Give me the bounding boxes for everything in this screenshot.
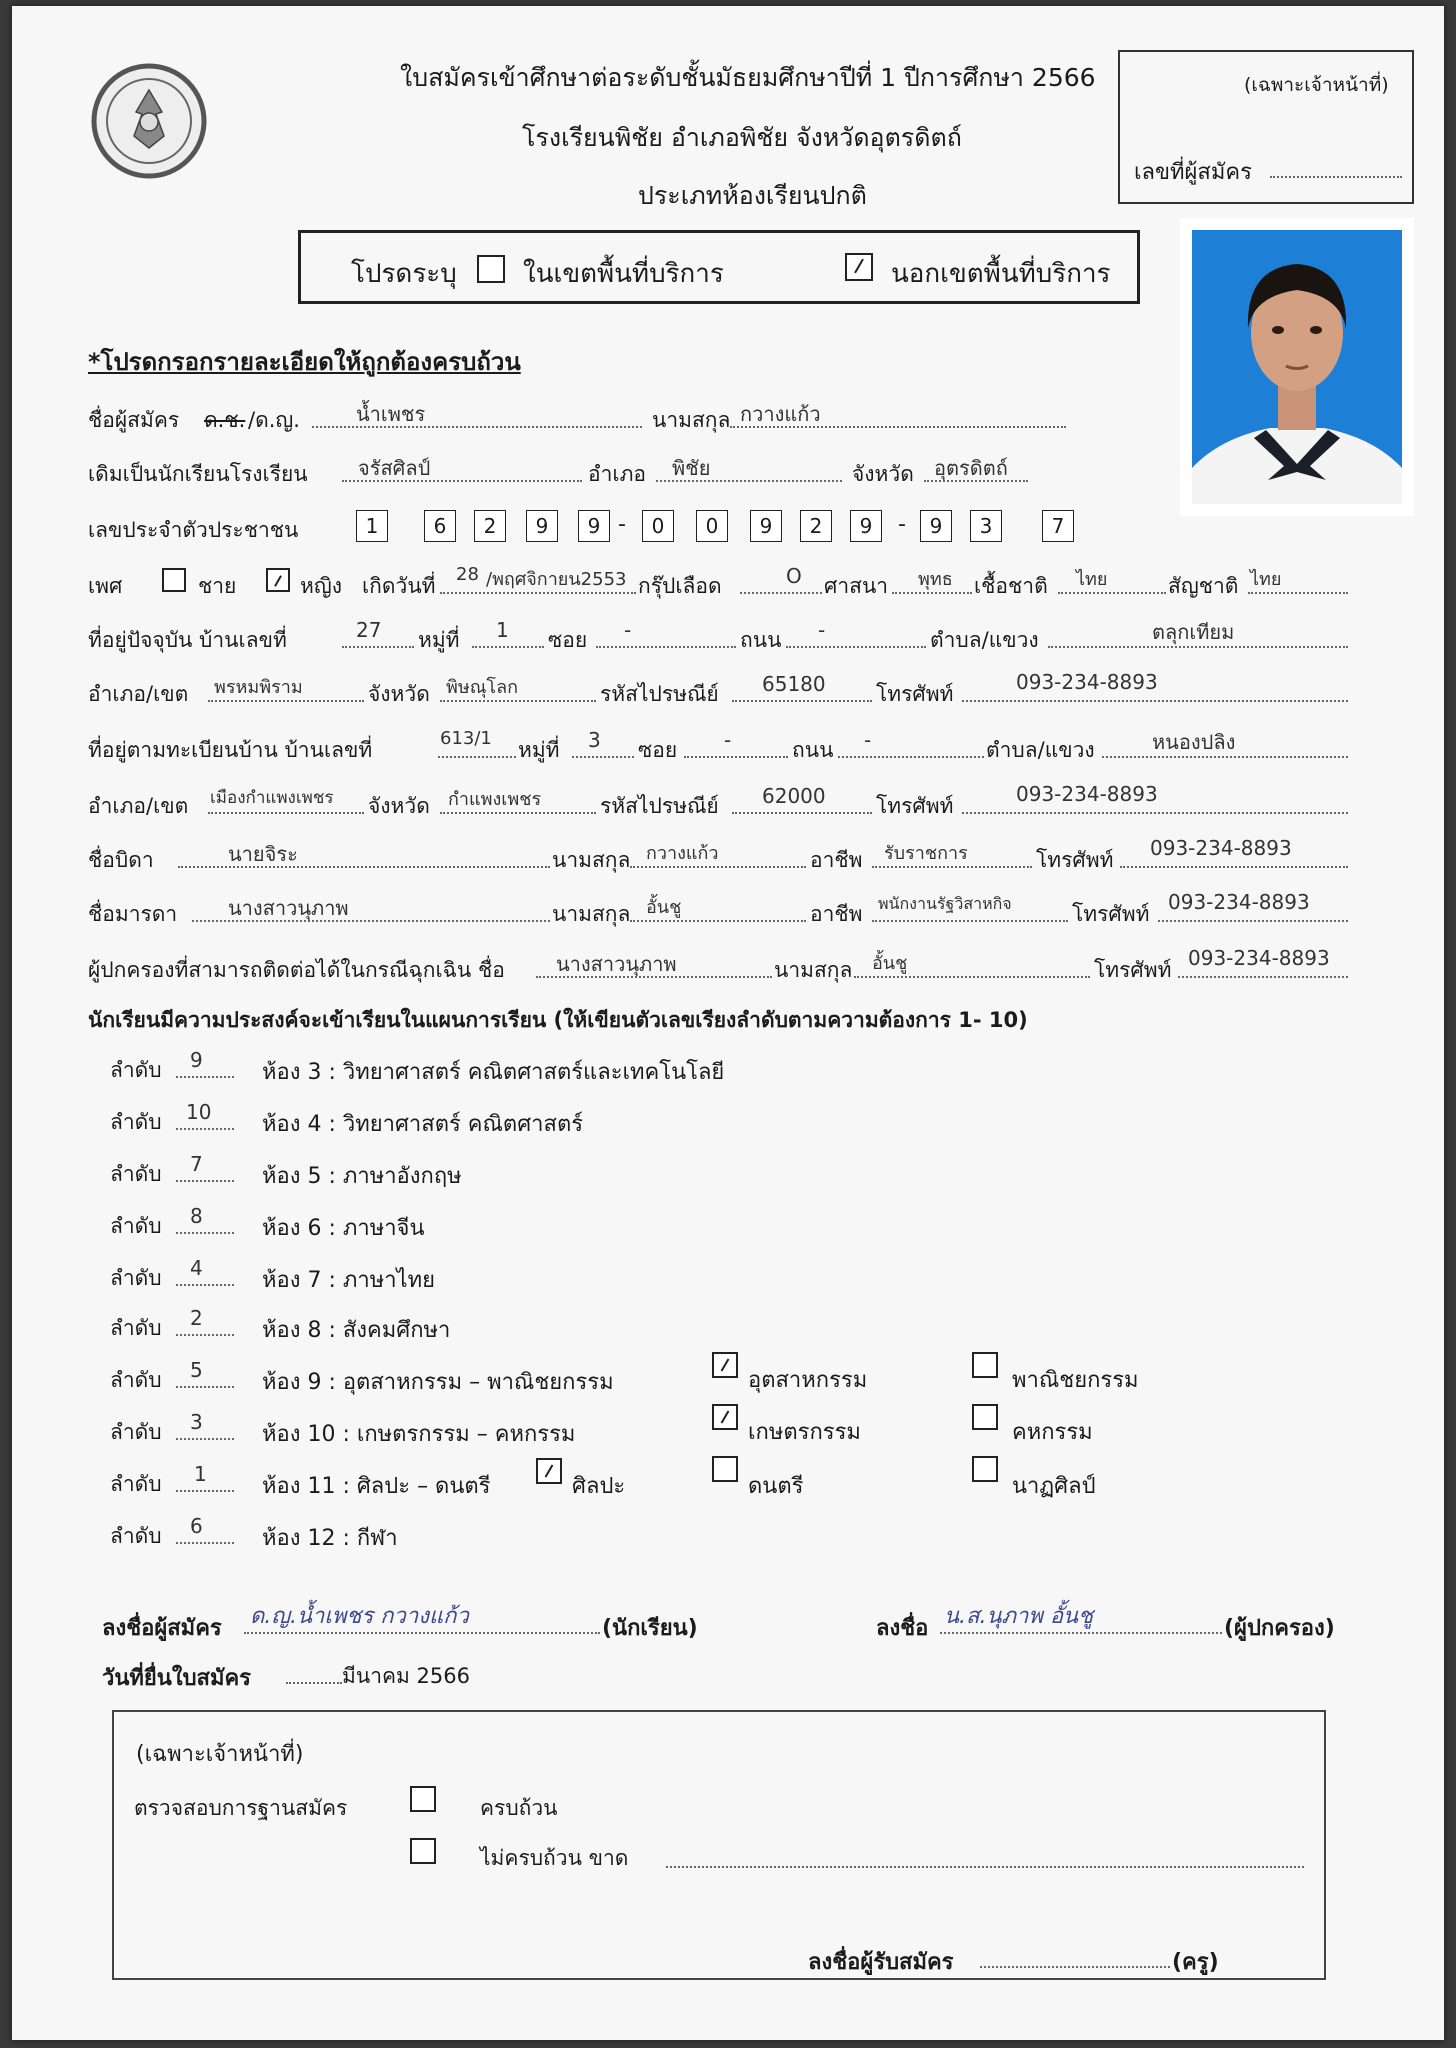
current-postal-line <box>732 700 872 702</box>
current-phone-line <box>962 700 1348 702</box>
postal-label: รหัสไปรษณีย์ <box>600 794 719 818</box>
guardian-name-value[interactable]: นางสาวนุภาพ <box>556 952 677 976</box>
staff-box <box>1118 50 1414 204</box>
mother-job-line <box>872 920 1068 922</box>
area-select-box <box>298 230 1140 304</box>
receiver-role: (ครู) <box>1172 1950 1219 1975</box>
applicant-no-label: เลขที่ผู้สมัคร <box>1134 160 1252 185</box>
soi-label: ซอย <box>548 628 588 652</box>
id-digit[interactable]: 3 <box>970 510 1002 542</box>
current-postal-value[interactable]: 65180 <box>762 672 826 696</box>
instruction-heading: *โปรดกรอกรายละเอียดให้ถูกต้องครบถ้วน <box>88 348 521 376</box>
father-name-value[interactable]: นายจิระ <box>228 842 298 866</box>
surname-label: นามสกุล <box>552 902 631 926</box>
guardian-signature-label: ลงชื่อ <box>876 1616 929 1641</box>
id-dash: - <box>618 512 626 537</box>
province-label: จังหวัด <box>368 794 430 818</box>
staff-section <box>112 1710 1326 1980</box>
father-surname-value[interactable]: กวางแก้ว <box>646 843 719 864</box>
current-moo-value[interactable]: 1 <box>496 618 509 642</box>
form-title: ใบสมัครเข้าศึกษาต่อระดับชั้นมัธยมศึกษาปีที่ 1 ปีการศึกษา 2566 <box>400 63 1096 92</box>
industry-label: อุตสาหกรรม <box>748 1368 868 1393</box>
receiver-signature-field[interactable] <box>980 1966 1170 1968</box>
date-label: วันที่ยื่นใบสมัคร <box>102 1666 251 1691</box>
room-label: ห้อง 11 : ศิลปะ – ดนตรี <box>262 1474 491 1499</box>
school-seal-logo <box>90 62 208 180</box>
current-road-value[interactable]: - <box>818 618 826 642</box>
guardian-phone-value[interactable]: 093-234-8893 <box>1188 946 1330 970</box>
title-male: ด.ช. <box>204 408 246 432</box>
agriculture-label: เกษตรกรรม <box>748 1420 861 1445</box>
reg-soi-value[interactable]: - <box>724 728 732 752</box>
current-no-value[interactable]: 27 <box>356 618 382 642</box>
phone-label: โทรศัพท์ <box>1094 958 1172 982</box>
room-label: ห้อง 3 : วิทยาศาสตร์ คณิตศาสตร์และเทคโนโลยี <box>262 1060 725 1085</box>
id-digit[interactable]: 0 <box>696 510 728 542</box>
commerce-checkbox[interactable] <box>972 1352 998 1378</box>
rank-value[interactable]: 7 <box>190 1152 203 1176</box>
moo-label: หมู่ที่ <box>418 628 460 652</box>
rank-line <box>176 1232 234 1234</box>
id-digit[interactable]: 1 <box>356 510 388 542</box>
music-label: ดนตรี <box>748 1474 804 1499</box>
current-subdistrict-value[interactable]: ตลุกเทียม <box>1152 620 1235 644</box>
in-area-checkbox[interactable] <box>477 255 505 283</box>
district-value[interactable]: พิชัย <box>672 456 711 480</box>
current-phone-value[interactable]: 093-234-8893 <box>1016 670 1158 694</box>
birth-month-value[interactable]: /พฤศจิกายน2553 <box>486 569 627 590</box>
nationality-value[interactable]: ไทย <box>1250 569 1282 590</box>
order-label: ลำดับ <box>110 1214 162 1238</box>
first-name-value[interactable]: น้ำเพชร <box>356 402 426 426</box>
check-label: ตรวจสอบการฐานสมัคร <box>134 1796 348 1820</box>
rank-value[interactable]: 9 <box>190 1048 203 1072</box>
rank-value[interactable]: 4 <box>190 1256 203 1280</box>
religion-label: ศาสนา <box>824 574 889 598</box>
rank-value[interactable]: 6 <box>190 1514 203 1538</box>
blood-value[interactable]: O <box>786 564 802 588</box>
current-no-line <box>342 646 414 648</box>
order-label: ลำดับ <box>110 1524 162 1548</box>
id-digit[interactable]: 9 <box>850 510 882 542</box>
reg-road-line <box>838 756 984 758</box>
job-label: อาชีพ <box>810 902 863 926</box>
rank-line <box>176 1438 234 1440</box>
district-label: อำเภอ/เขต <box>88 682 189 706</box>
soi-label: ซอย <box>638 738 678 762</box>
id-digit[interactable]: 9 <box>578 510 610 542</box>
mother-name-value[interactable]: นางสาวนุภาพ <box>228 896 349 920</box>
father-job-value[interactable]: รับราชการ <box>884 843 968 864</box>
room-label: ห้อง 6 : ภาษาจีน <box>262 1216 425 1241</box>
reg-subdistrict-value[interactable]: หนองปลิง <box>1152 730 1236 754</box>
race-line <box>1058 592 1166 594</box>
in-area-label: ในเขตพื้นที่บริการ <box>523 259 724 289</box>
surname-label: นามสกุล <box>652 408 731 432</box>
complete-label: ครบถ้วน <box>480 1796 558 1820</box>
name-label: ชื่อผู้สมัคร <box>88 408 180 432</box>
province-label: จังหวัด <box>368 682 430 706</box>
rank-value[interactable]: 3 <box>190 1410 203 1434</box>
id-digit[interactable]: 7 <box>1042 510 1074 542</box>
applicant-no-field[interactable] <box>1270 176 1402 178</box>
rank-value[interactable]: 8 <box>190 1204 203 1228</box>
race-label: เชื้อชาติ <box>974 574 1048 598</box>
job-label: อาชีพ <box>810 848 863 872</box>
father-phone-value[interactable]: 093-234-8893 <box>1150 836 1292 860</box>
rank-line <box>176 1180 234 1182</box>
rank-line <box>176 1542 234 1544</box>
blood-label: กรุ๊ปเลือด <box>638 574 722 598</box>
subdistrict-label: ตำบล/แขวง <box>930 628 1039 652</box>
room-label: ห้อง 9 : อุตสาหกรรม – พาณิชยกรรม <box>262 1370 614 1395</box>
id-digit[interactable]: 2 <box>800 510 832 542</box>
out-area-checkbox[interactable] <box>845 253 873 281</box>
father-label: ชื่อบิดา <box>88 848 154 872</box>
staff-only-label: (เฉพาะเจ้าหน้าที่) <box>1244 74 1389 96</box>
reg-road-value[interactable]: - <box>864 728 872 752</box>
order-label: ลำดับ <box>110 1266 162 1290</box>
reg-province-value[interactable]: กำแพงเพชร <box>448 789 542 810</box>
room-label: ห้อง 7 : ภาษาไทย <box>262 1268 436 1293</box>
male-label: ชาย <box>198 574 237 598</box>
room-label: ห้อง 10 : เกษตรกรรม – คหกรรม <box>262 1422 576 1447</box>
guardian-signature[interactable]: น.ส.นุภาพ อั้นชู <box>944 1604 1094 1629</box>
birth-day-value[interactable]: 28 <box>456 564 479 585</box>
mother-phone-line <box>1158 920 1348 922</box>
id-digit[interactable]: 9 <box>526 510 558 542</box>
rank-value[interactable]: 2 <box>190 1306 203 1330</box>
current-address-label: ที่อยู่ปัจจุบัน บ้านเลขที่ <box>88 628 287 652</box>
applicant-role: (นักเรียน) <box>602 1616 698 1641</box>
reg-moo-value[interactable]: 3 <box>588 728 601 752</box>
rank-value[interactable]: 10 <box>186 1100 212 1124</box>
province-value[interactable]: อุตรดิตถ์ <box>934 456 1008 480</box>
surname-label: นามสกุล <box>774 958 853 982</box>
dance-checkbox[interactable] <box>972 1456 998 1482</box>
reg-address-label: ที่อยู่ตามทะเบียนบ้าน บ้านเลขที่ <box>88 738 373 762</box>
id-digit[interactable]: 9 <box>920 510 952 542</box>
road-label: ถนน <box>740 628 782 652</box>
class-type: ประเภทห้องเรียนปกติ <box>638 181 867 210</box>
race-value[interactable]: ไทย <box>1076 569 1108 590</box>
rank-line <box>176 1284 234 1286</box>
rank-value[interactable]: 5 <box>190 1358 203 1382</box>
guardian-role: (ผู้ปกครอง) <box>1224 1616 1335 1641</box>
birth-label: เกิดวันที่ <box>362 574 436 598</box>
current-soi-line <box>596 646 736 648</box>
current-district-value[interactable]: พรหมพิราม <box>214 677 303 698</box>
guardian-label: ผู้ปกครองที่สามารถติดต่อได้ในกรณีฉุกเฉิน ชื่อ <box>88 958 505 982</box>
date-line <box>286 1682 342 1684</box>
room-label: ห้อง 5 : ภาษาอังกฤษ <box>262 1164 462 1189</box>
mother-surname-value[interactable]: อั้นชู <box>646 897 682 918</box>
father-phone-line <box>1120 866 1348 868</box>
road-label: ถนน <box>792 738 834 762</box>
music-checkbox[interactable] <box>712 1456 738 1482</box>
art-checkbox[interactable] <box>536 1458 562 1484</box>
nationality-label: สัญชาติ <box>1168 574 1239 598</box>
female-label: หญิง <box>300 574 342 598</box>
order-label: ลำดับ <box>110 1420 162 1444</box>
surname-label: นามสกุล <box>552 848 631 872</box>
reg-no-value[interactable]: 613/1 <box>440 728 492 749</box>
out-area-label: นอกเขตพื้นที่บริการ <box>891 259 1111 289</box>
reg-moo-line <box>572 756 634 758</box>
rank-line <box>176 1386 234 1388</box>
guardian-phone-line <box>1178 976 1348 978</box>
district-label: อำเภอ/เขต <box>88 794 189 818</box>
home-economics-checkbox[interactable] <box>972 1404 998 1430</box>
reg-phone-value[interactable]: 093-234-8893 <box>1016 782 1158 806</box>
province-label: จังหวัด <box>852 462 914 486</box>
reg-district-line <box>208 812 364 814</box>
id-label: เลขประจำตัวประชาชน <box>88 518 299 542</box>
reg-district-value[interactable]: เมืองกำแพงเพชร <box>210 788 334 808</box>
id-digit[interactable]: 0 <box>642 510 674 542</box>
current-soi-value[interactable]: - <box>624 618 632 642</box>
postal-label: รหัสไปรษณีย์ <box>600 682 719 706</box>
rank-line <box>176 1334 234 1336</box>
current-road-line <box>786 646 926 648</box>
id-digit[interactable]: 2 <box>474 510 506 542</box>
prev-school-label: เดิมเป็นนักเรียนโรงเรียน <box>88 462 308 486</box>
mother-job-value[interactable]: พนักงานรัฐวิสาหกิจ <box>878 894 1012 913</box>
applicant-signature[interactable]: ด.ญ.น้ำเพชร กวางแก้ว <box>250 1604 469 1629</box>
room-label: ห้อง 4 : วิทยาศาสตร์ คณิตศาสตร์ <box>262 1112 584 1137</box>
area-label: โปรดระบุ <box>351 259 457 289</box>
industry-checkbox[interactable] <box>712 1352 738 1378</box>
mother-label: ชื่อมารดา <box>88 902 178 926</box>
id-dash: - <box>898 512 906 537</box>
order-label: ลำดับ <box>110 1472 162 1496</box>
incomplete-checkbox[interactable] <box>410 1838 436 1864</box>
mother-phone-value[interactable]: 093-234-8893 <box>1168 890 1310 914</box>
receiver-label: ลงชื่อผู้รับสมัคร <box>808 1950 954 1975</box>
staff-section-title: (เฉพาะเจ้าหน้าที่) <box>136 1742 304 1767</box>
rank-line <box>176 1490 234 1492</box>
subdistrict-label: ตำบล/แขวง <box>986 738 1095 762</box>
current-province-value[interactable]: พิษณุโลก <box>446 677 519 698</box>
date-value[interactable]: มีนาคม 2566 <box>342 1664 470 1688</box>
id-digit[interactable]: 9 <box>750 510 782 542</box>
missing-items-field[interactable] <box>666 1866 1304 1868</box>
id-digit[interactable]: 6 <box>424 510 456 542</box>
rank-line <box>176 1076 234 1078</box>
moo-label: หมู่ที่ <box>518 738 560 762</box>
order-label: ลำดับ <box>110 1110 162 1134</box>
art-label: ศิลปะ <box>572 1474 626 1499</box>
application-form <box>12 6 1444 2040</box>
district-label: อำเภอ <box>588 462 647 486</box>
applicant-photo <box>1180 218 1414 516</box>
female-checkbox[interactable] <box>266 568 290 592</box>
reg-postal-value[interactable]: 62000 <box>762 784 826 808</box>
commerce-label: พาณิชยกรรม <box>1012 1368 1139 1393</box>
school-name: โรงเรียนพิชัย อำเภอพิชัย จังหวัดอุตรดิตถ์ <box>522 123 962 152</box>
title-female: /ด.ญ. <box>248 408 300 432</box>
reg-no-line <box>438 756 516 758</box>
complete-checkbox[interactable] <box>410 1786 436 1812</box>
reg-phone-line <box>962 812 1348 814</box>
home-economics-label: คหกรรม <box>1012 1420 1093 1445</box>
rank-value[interactable]: 1 <box>194 1462 207 1486</box>
applicant-signature-label: ลงชื่อผู้สมัคร <box>102 1616 222 1641</box>
room-label: ห้อง 8 : สังคมศึกษา <box>262 1318 451 1343</box>
gender-label: เพศ <box>88 574 123 598</box>
reg-soi-line <box>684 756 788 758</box>
dance-label: นาฏศิลป์ <box>1012 1474 1096 1499</box>
current-moo-line <box>472 646 544 648</box>
room-label: ห้อง 12 : กีฬา <box>262 1526 398 1551</box>
order-label: ลำดับ <box>110 1058 162 1082</box>
religion-value[interactable]: พุทธ <box>918 569 953 590</box>
guardian-surname-value[interactable]: อั้นชู <box>872 953 908 974</box>
order-label: ลำดับ <box>110 1162 162 1186</box>
phone-label: โทรศัพท์ <box>1036 848 1114 872</box>
male-checkbox[interactable] <box>162 568 186 592</box>
reg-postal-line <box>732 812 872 814</box>
blood-line <box>740 592 822 594</box>
rank-line <box>176 1128 234 1130</box>
incomplete-label: ไม่ครบถ้วน ขาด <box>480 1846 629 1870</box>
surname-value[interactable]: กวางแก้ว <box>740 402 821 426</box>
prev-school-value[interactable]: จรัสศิลป์ <box>358 456 431 480</box>
order-label: ลำดับ <box>110 1316 162 1340</box>
phone-label: โทรศัพท์ <box>876 794 954 818</box>
plans-heading: นักเรียนมีความประสงค์จะเข้าเรียนในแผนการเรียน (ให้เขียนตัวเลขเรียงลำดับตามความต้องการ 1- 10) <box>88 1008 1028 1032</box>
order-label: ลำดับ <box>110 1368 162 1392</box>
phone-label: โทรศัพท์ <box>1072 902 1150 926</box>
phone-label: โทรศัพท์ <box>876 682 954 706</box>
agriculture-checkbox[interactable] <box>712 1404 738 1430</box>
